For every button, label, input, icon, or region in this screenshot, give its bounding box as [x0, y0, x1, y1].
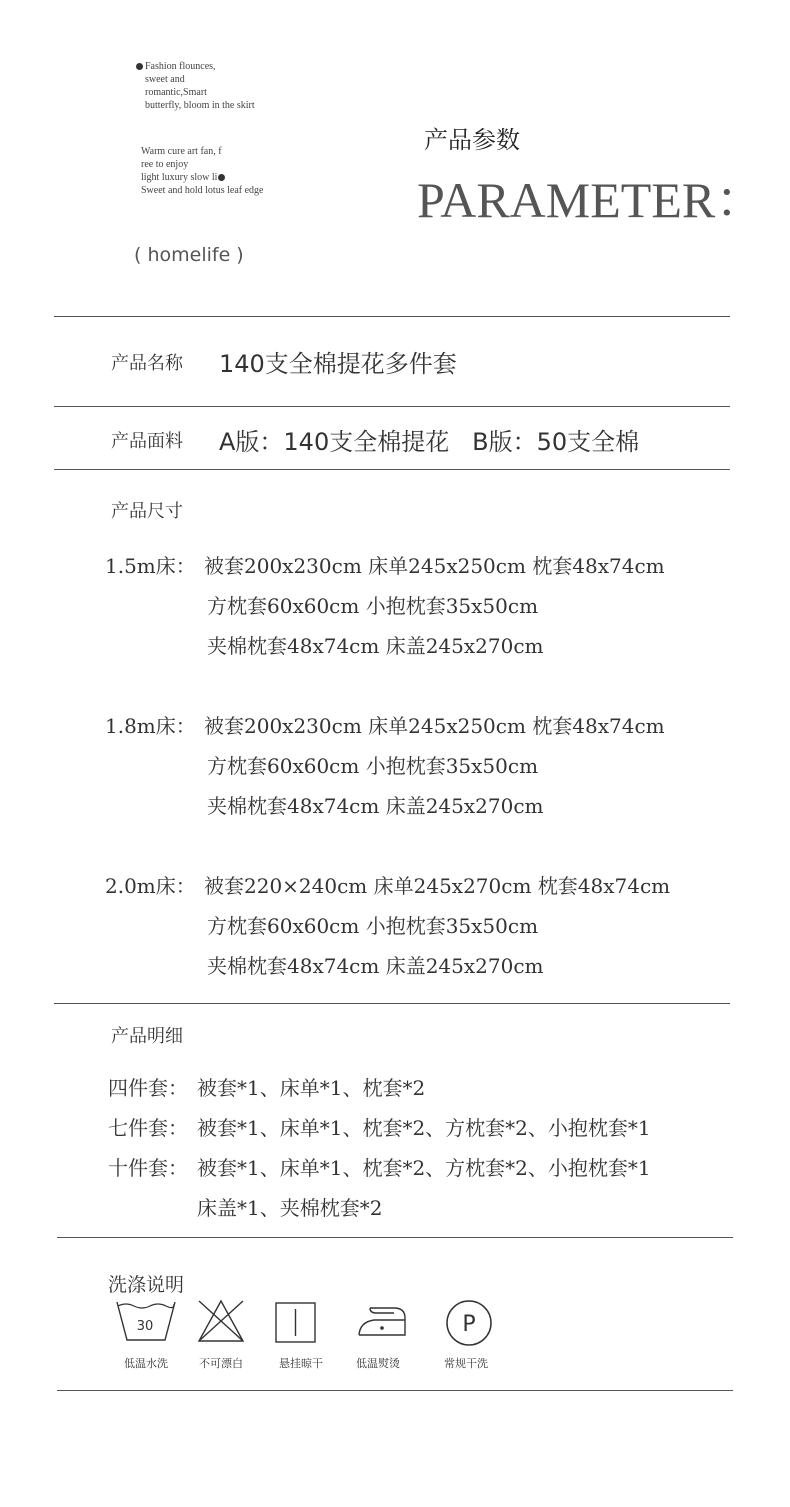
size-line: 方枕套60x60cm 小抱枕套35x50cm: [207, 594, 539, 618]
size-line: 夹棉枕套48x74cm 床盖245x270cm: [207, 634, 544, 658]
divider: [54, 406, 730, 407]
poem-line: butterfly, bloom in the skirt: [145, 100, 255, 111]
care-caption-iron: 低温熨烫: [356, 1357, 400, 1370]
poem-line: sweet and: [145, 74, 185, 85]
homelife-tag: ( homelife ): [134, 244, 244, 266]
bed-size-label: 2.0m床：: [105, 874, 196, 898]
product-fabric-value: A版：140支全棉提花 B版：50支全棉: [219, 428, 640, 456]
poem-block-2: [141, 145, 263, 197]
title-en: PARAMETER：: [417, 172, 766, 228]
bullet-dot-icon: [136, 63, 143, 70]
care-caption-bleach: 不可漂白: [199, 1357, 243, 1370]
set-contents: 床盖*1、夹棉枕套*2: [197, 1196, 383, 1220]
divider: [54, 469, 730, 470]
no-bleach-icon: [196, 1298, 246, 1344]
size-section-label: 产品尺寸: [111, 501, 183, 522]
bullet-dot-icon: [218, 174, 225, 181]
bed-size-label: 1.5m床：: [105, 554, 196, 578]
poem-line: Sweet and hold lotus leaf edge: [141, 185, 264, 196]
product-fabric-label: 产品面料: [111, 431, 183, 452]
poem-block-1: [136, 60, 255, 112]
poem-line: romantic,Smart: [145, 87, 207, 98]
care-caption-wash: 低温水洗: [124, 1357, 168, 1370]
care-section-label: 洗涤说明: [108, 1274, 185, 1296]
bed-size-label: 1.8m床：: [105, 714, 196, 738]
title-cn: 产品参数: [424, 126, 520, 154]
set-name: 十件套：: [108, 1156, 188, 1180]
dry-clean-icon: [445, 1299, 493, 1347]
size-line: 方枕套60x60cm 小抱枕套35x50cm: [207, 914, 539, 938]
set-contents: 被套*1、床单*1、枕套*2、方枕套*2、小抱枕套*1: [197, 1116, 651, 1140]
dry-clean-symbol: P: [462, 1312, 476, 1337]
set-contents: 被套*1、床单*1、枕套*2、方枕套*2、小抱枕套*1: [197, 1156, 651, 1180]
poem-line: ree to enjoy: [141, 159, 189, 170]
care-caption-hang: 悬挂晾干: [279, 1357, 323, 1370]
size-line: 被套200x230cm 床单245x250cm 枕套48x74cm: [204, 554, 665, 578]
divider: [54, 316, 730, 317]
divider: [57, 1237, 733, 1238]
care-caption-dryclean: 常规干洗: [444, 1357, 488, 1370]
size-line: 夹棉枕套48x74cm 床盖245x270cm: [207, 794, 544, 818]
set-contents: 被套*1、床单*1、枕套*2: [197, 1076, 426, 1100]
wash-temp-text: 30: [136, 1319, 154, 1334]
divider: [57, 1390, 733, 1391]
set-name: 七件套：: [108, 1116, 188, 1140]
low-iron-icon: [356, 1304, 408, 1338]
product-name-label: 产品名称: [111, 353, 183, 374]
size-line: 被套220×240cm 床单245x270cm 枕套48x74cm: [204, 874, 671, 898]
hang-dry-icon: [275, 1302, 317, 1344]
size-line: 方枕套60x60cm 小抱枕套35x50cm: [207, 754, 539, 778]
wash-30-icon: [114, 1300, 178, 1344]
size-line: 夹棉枕套48x74cm 床盖245x270cm: [207, 954, 544, 978]
product-name-value: 140支全棉提花多件套: [219, 350, 457, 378]
poem-line: Warm cure art fan, f: [141, 146, 222, 157]
set-name: 四件套：: [108, 1076, 188, 1100]
divider: [54, 1003, 730, 1004]
poem-line: Fashion flounces,: [136, 60, 255, 73]
size-line: 被套200x230cm 床单245x250cm 枕套48x74cm: [204, 714, 665, 738]
poem-line: light luxury slow li: [141, 171, 263, 184]
details-section-label: 产品明细: [111, 1026, 183, 1047]
